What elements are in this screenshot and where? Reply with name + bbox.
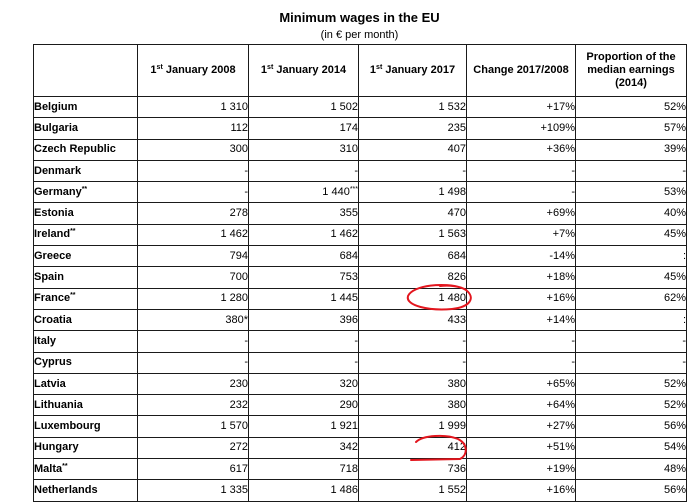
- cell-value: -: [571, 356, 575, 369]
- cell-value: 407: [447, 143, 466, 156]
- cell-jan-2017: [359, 160, 467, 181]
- cell-jan-2008: [138, 459, 249, 480]
- cell-value: -: [462, 334, 466, 347]
- country-name: Denmark: [34, 164, 82, 177]
- cell-jan-2017: [359, 139, 467, 160]
- country-cell: [34, 118, 138, 139]
- country-cell: [34, 437, 138, 458]
- cell-jan-2008: [138, 416, 249, 437]
- cell-jan-2014: [249, 352, 359, 373]
- cell-jan-2014: [249, 437, 359, 458]
- country-cell: [34, 97, 138, 118]
- cell-value: -: [244, 334, 248, 347]
- cell-value: 320: [339, 377, 358, 390]
- country-cell: [34, 182, 138, 203]
- cell-jan-2014: [249, 395, 359, 416]
- header-change-label: Change 2017/2008: [473, 64, 569, 76]
- cell-proportion-median: [576, 203, 687, 224]
- cell-value: 342: [339, 441, 358, 454]
- table-row: [34, 352, 687, 373]
- cell-change-2017-2008: [467, 118, 576, 139]
- cell-value: 53%: [663, 185, 686, 198]
- cell-value: 736: [447, 462, 466, 475]
- cell-jan-2017: [359, 288, 467, 309]
- cell-value: 700: [229, 271, 248, 284]
- cell-value: 174: [339, 121, 358, 134]
- country-name: Greece: [34, 249, 72, 262]
- cell-change-2017-2008: [467, 331, 576, 352]
- cell-jan-2014: [249, 288, 359, 309]
- cell-jan-2017: [359, 459, 467, 480]
- country-footnote-mark: **: [70, 228, 76, 236]
- cell-value: +65%: [546, 377, 575, 390]
- country-cell: [34, 480, 138, 501]
- cell-change-2017-2008: [467, 437, 576, 458]
- cell-value: -: [571, 164, 575, 177]
- country-footnote-mark: **: [62, 462, 68, 470]
- cell-value: 617: [229, 462, 248, 475]
- cell-value: 1 310: [220, 100, 248, 113]
- cell-value: 1 445: [330, 292, 358, 305]
- cell-jan-2008: [138, 160, 249, 181]
- cell-value: 54%: [663, 441, 686, 454]
- cell-jan-2017: [359, 373, 467, 394]
- cell-value: +18%: [546, 271, 575, 284]
- cell-value: 300: [229, 143, 248, 156]
- cell-jan-2017: [359, 480, 467, 501]
- cell-value: 826: [447, 271, 466, 284]
- header-proportion-line: (2014): [615, 77, 647, 89]
- cell-jan-2008: [138, 224, 249, 245]
- cell-value: 52%: [663, 398, 686, 411]
- cell-jan-2008: [138, 373, 249, 394]
- cell-value: 380: [447, 377, 466, 390]
- cell-value: 753: [339, 271, 358, 284]
- header-date: January 2014: [276, 64, 347, 76]
- cell-value: -: [682, 356, 686, 369]
- cell-proportion-median: [576, 352, 687, 373]
- cell-value: -: [682, 164, 686, 177]
- cell-value: 380: [447, 398, 466, 411]
- cell-jan-2017: [359, 416, 467, 437]
- cell-change-2017-2008: [467, 203, 576, 224]
- cell-value: +19%: [546, 462, 575, 475]
- cell-value: 56%: [663, 420, 686, 433]
- cell-jan-2014: [249, 459, 359, 480]
- country-cell: [34, 267, 138, 288]
- table-row: [34, 331, 687, 352]
- cell-jan-2008: [138, 182, 249, 203]
- table-row: [34, 267, 687, 288]
- cell-proportion-median: [576, 182, 687, 203]
- cell-value: 40%: [663, 207, 686, 220]
- cell-value: 39%: [663, 143, 686, 156]
- cell-value: 1 486: [330, 483, 358, 496]
- country-name: Bulgaria: [34, 121, 79, 134]
- country-name: Lithuania: [34, 398, 83, 411]
- cell-jan-2017: [359, 246, 467, 267]
- cell-value: +16%: [546, 292, 575, 305]
- cell-jan-2008: [138, 288, 249, 309]
- cell-proportion-median: [576, 160, 687, 181]
- cell-change-2017-2008: [467, 224, 576, 245]
- cell-value: -: [244, 164, 248, 177]
- cell-value: 45%: [663, 228, 686, 241]
- country-cell: [34, 224, 138, 245]
- cell-value: :: [682, 313, 686, 326]
- cell-jan-2014: [249, 480, 359, 501]
- cell-value: 1 999: [438, 420, 466, 433]
- cell-value: -14%: [549, 249, 575, 262]
- header-ordinal: st: [267, 64, 274, 71]
- country-cell: [34, 160, 138, 181]
- cell-value: -: [462, 356, 466, 369]
- country-name: Italy: [34, 334, 57, 347]
- cell-value: 57%: [663, 121, 686, 134]
- cell-proportion-median: [576, 309, 687, 330]
- cell-value: 232: [229, 398, 248, 411]
- cell-proportion-median: [576, 246, 687, 267]
- cell-value: :: [682, 249, 686, 262]
- header-date: January 2008: [165, 64, 236, 76]
- cell-value: 1 440: [322, 185, 350, 198]
- table-row: [34, 395, 687, 416]
- table-row: [34, 480, 687, 501]
- cell-value: 1 335: [220, 483, 248, 496]
- table-row: [34, 182, 687, 203]
- table-row: [34, 373, 687, 394]
- cell-change-2017-2008: [467, 246, 576, 267]
- cell-value: 396: [339, 313, 358, 326]
- table-title: Minimum wages in the EU: [279, 10, 440, 25]
- cell-jan-2008: [138, 267, 249, 288]
- cell-value: 56%: [663, 483, 686, 496]
- cell-jan-2014: [249, 97, 359, 118]
- cell-jan-2008: [138, 309, 249, 330]
- cell-value: 794: [229, 249, 248, 262]
- cell-change-2017-2008: [467, 459, 576, 480]
- header-ordinal: st: [376, 64, 383, 71]
- cell-value: 45%: [663, 271, 686, 284]
- table-row: [34, 288, 687, 309]
- country-name: Croatia: [34, 313, 72, 326]
- cell-jan-2017: [359, 395, 467, 416]
- minimum-wages-table: [33, 44, 687, 502]
- country-cell: [34, 416, 138, 437]
- header-country: [34, 45, 138, 97]
- cell-value: 52%: [663, 377, 686, 390]
- country-name: Ireland: [34, 228, 71, 241]
- cell-jan-2017: [359, 224, 467, 245]
- cell-value: -: [244, 185, 248, 198]
- cell-value: 1 563: [438, 228, 466, 241]
- header-day: 1: [369, 64, 377, 76]
- cell-value: 290: [339, 398, 358, 411]
- table-body: [34, 97, 687, 502]
- cell-value: 355: [339, 207, 358, 220]
- header-change: [467, 45, 576, 97]
- cell-value: 684: [447, 249, 466, 262]
- cell-value: 235: [447, 121, 466, 134]
- table-row: [34, 459, 687, 480]
- cell-jan-2008: [138, 437, 249, 458]
- cell-value: 1 462: [220, 228, 248, 241]
- country-cell: [34, 373, 138, 394]
- cell-jan-2008: [138, 480, 249, 501]
- cell-value: 310: [339, 143, 358, 156]
- cell-value: 433: [447, 313, 466, 326]
- cell-value: 470: [447, 207, 466, 220]
- cell-jan-2014: [249, 331, 359, 352]
- cell-jan-2014: [249, 203, 359, 224]
- table-subtitle: (in € per month): [320, 29, 399, 41]
- cell-proportion-median: [576, 139, 687, 160]
- table-row: [34, 203, 687, 224]
- country-name: Czech Republic: [34, 143, 116, 156]
- cell-value: 1 498: [438, 185, 466, 198]
- cell-proportion-median: [576, 416, 687, 437]
- cell-value: -: [571, 185, 575, 198]
- country-cell: [34, 203, 138, 224]
- cell-value: +36%: [546, 143, 575, 156]
- table-row: [34, 246, 687, 267]
- country-name: Belgium: [34, 100, 78, 113]
- cell-value: -: [354, 356, 358, 369]
- country-name: Latvia: [34, 377, 66, 390]
- header-day: 1: [150, 64, 157, 76]
- cell-change-2017-2008: [467, 267, 576, 288]
- country-cell: [34, 352, 138, 373]
- cell-value: 278: [229, 207, 248, 220]
- cell-value: +109%: [540, 121, 575, 134]
- cell-value: -: [354, 334, 358, 347]
- cell-value: 1 921: [330, 420, 358, 433]
- cell-jan-2017: [359, 437, 467, 458]
- country-cell: [34, 309, 138, 330]
- cell-jan-2014: [249, 139, 359, 160]
- cell-change-2017-2008: [467, 416, 576, 437]
- header-jan-2017: [359, 45, 467, 97]
- cell-change-2017-2008: [467, 97, 576, 118]
- header-jan-2014: [249, 45, 359, 97]
- table-row: [34, 139, 687, 160]
- header-row: [34, 45, 687, 97]
- cell-proportion-median: [576, 459, 687, 480]
- cell-jan-2017: [359, 182, 467, 203]
- cell-value: 1 532: [438, 100, 466, 113]
- cell-jan-2017: [359, 203, 467, 224]
- table-row: [34, 160, 687, 181]
- cell-jan-2014: [249, 182, 359, 203]
- cell-value: 1 552: [438, 483, 466, 496]
- cell-value: 112: [230, 121, 248, 134]
- cell-proportion-median: [576, 373, 687, 394]
- cell-value: 1 570: [220, 420, 248, 433]
- cell-value: 52%: [663, 100, 686, 113]
- cell-value: +69%: [546, 207, 575, 220]
- cell-value: +27%: [546, 420, 575, 433]
- cell-value: -: [244, 356, 248, 369]
- country-name: Germany: [34, 185, 82, 198]
- header-day: 1: [260, 64, 268, 76]
- cell-proportion-median: [576, 395, 687, 416]
- country-cell: [34, 331, 138, 352]
- cell-value: 1 480: [438, 292, 466, 305]
- cell-jan-2014: [249, 224, 359, 245]
- cell-jan-2014: [249, 118, 359, 139]
- cell-proportion-median: [576, 480, 687, 501]
- cell-value: +14%: [546, 313, 575, 326]
- cell-change-2017-2008: [467, 182, 576, 203]
- cell-value: +16%: [546, 483, 575, 496]
- cell-value: -: [354, 164, 358, 177]
- cell-jan-2017: [359, 309, 467, 330]
- cell-value: -: [571, 334, 575, 347]
- country-footnote-mark: **: [81, 185, 88, 193]
- country-footnote-mark: **: [70, 292, 76, 300]
- cell-value: 412: [447, 441, 466, 454]
- cell-jan-2008: [138, 395, 249, 416]
- cell-jan-2017: [359, 331, 467, 352]
- header-ordinal: st: [156, 64, 163, 71]
- cell-value: 684: [339, 249, 358, 262]
- cell-value: +51%: [546, 441, 575, 454]
- cell-jan-2008: [138, 203, 249, 224]
- cell-proportion-median: [576, 224, 687, 245]
- cell-change-2017-2008: [467, 352, 576, 373]
- cell-value: 230: [229, 377, 248, 390]
- table-row: [34, 309, 687, 330]
- table-row: [34, 416, 687, 437]
- cell-jan-2017: [359, 352, 467, 373]
- cell-jan-2008: [138, 139, 249, 160]
- cell-change-2017-2008: [467, 139, 576, 160]
- cell-value: 1 462: [330, 228, 358, 241]
- cell-jan-2014: [249, 309, 359, 330]
- cell-value: 48%: [663, 462, 686, 475]
- cell-value: 272: [229, 441, 248, 454]
- header-proportion: [576, 45, 687, 97]
- cell-value: 380*: [225, 313, 248, 326]
- table-row: [34, 97, 687, 118]
- cell-value: 1 280: [220, 292, 248, 305]
- cell-jan-2008: [138, 246, 249, 267]
- country-cell: [34, 288, 138, 309]
- cell-value: 1 502: [330, 100, 358, 113]
- cell-jan-2014: [249, 160, 359, 181]
- cell-proportion-median: [576, 331, 687, 352]
- cell-proportion-median: [576, 267, 687, 288]
- country-name: Netherlands: [34, 483, 98, 496]
- header-proportion-line: Proportion of the: [586, 51, 676, 63]
- cell-proportion-median: [576, 97, 687, 118]
- header-proportion-line: median earnings: [587, 64, 675, 76]
- cell-jan-2008: [138, 118, 249, 139]
- cell-jan-2014: [249, 416, 359, 437]
- table-row: [34, 224, 687, 245]
- cell-jan-2014: [249, 373, 359, 394]
- country-name: Malta: [34, 462, 63, 475]
- cell-jan-2017: [359, 118, 467, 139]
- header-jan-2008: [138, 45, 249, 97]
- country-name: Estonia: [34, 207, 74, 220]
- cell-value: 718: [339, 462, 358, 475]
- country-cell: [34, 246, 138, 267]
- cell-proportion-median: [576, 118, 687, 139]
- cell-proportion-median: [576, 437, 687, 458]
- cell-change-2017-2008: [467, 373, 576, 394]
- country-name: Cyprus: [34, 356, 72, 369]
- cell-jan-2008: [138, 352, 249, 373]
- country-cell: [34, 395, 138, 416]
- cell-jan-2017: [359, 97, 467, 118]
- cell-jan-2017: [359, 267, 467, 288]
- cell-change-2017-2008: [467, 480, 576, 501]
- table-row: [34, 118, 687, 139]
- cell-change-2017-2008: [467, 309, 576, 330]
- value-footnote-mark: ***: [349, 185, 358, 193]
- cell-change-2017-2008: [467, 288, 576, 309]
- cell-value: +7%: [552, 228, 575, 241]
- country-cell: [34, 459, 138, 480]
- cell-value: 62%: [663, 292, 686, 305]
- table-row: [34, 437, 687, 458]
- cell-value: +64%: [546, 398, 575, 411]
- cell-change-2017-2008: [467, 395, 576, 416]
- cell-value: -: [462, 164, 466, 177]
- country-name: Luxembourg: [34, 420, 101, 433]
- country-name: Spain: [34, 271, 64, 284]
- country-name: Hungary: [34, 441, 79, 454]
- cell-proportion-median: [576, 288, 687, 309]
- cell-jan-2014: [249, 267, 359, 288]
- cell-jan-2014: [249, 246, 359, 267]
- country-name: France: [34, 292, 71, 305]
- country-cell: [34, 139, 138, 160]
- cell-value: +17%: [546, 100, 575, 113]
- cell-change-2017-2008: [467, 160, 576, 181]
- cell-value: -: [682, 334, 686, 347]
- cell-jan-2008: [138, 97, 249, 118]
- cell-jan-2008: [138, 331, 249, 352]
- header-date: January 2017: [385, 64, 456, 76]
